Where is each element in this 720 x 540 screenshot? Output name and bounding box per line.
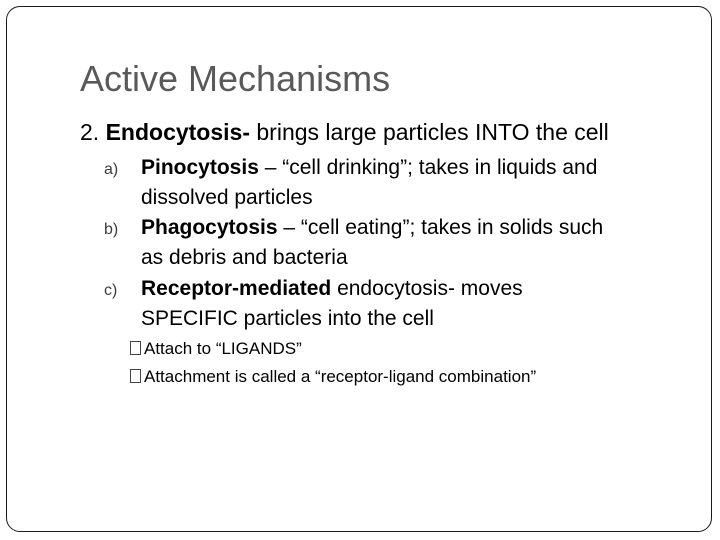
sub-item-marker: c): [104, 282, 118, 299]
sub-item-text: [141, 274, 701, 334]
sub-item-line2: as debris and bacteria: [141, 246, 348, 269]
bullet-text: Attachment is called a “receptor-ligand combination”: [144, 367, 537, 386]
sub-item-text: [141, 153, 701, 213]
sub-item-term: Pinocytosis: [141, 156, 259, 179]
sub-item-text: [141, 213, 701, 273]
main-point: [80, 119, 609, 146]
sub-item-line1: endocytosis- moves: [337, 277, 523, 300]
bullet-text: Attach to “LIGANDS”: [144, 339, 302, 358]
sub-item-line2: dissolved particles: [141, 186, 313, 209]
bullet-item: [130, 339, 302, 359]
sub-item-marker: b): [104, 221, 119, 238]
box-bullet-icon: [130, 369, 141, 383]
main-point-text: brings large particles INTO the cell: [256, 119, 609, 145]
sub-item-line2: SPECIFIC particles into the cell: [141, 307, 434, 330]
sub-item-term: Receptor-mediated: [141, 277, 332, 300]
main-point-term: Endocytosis-: [105, 119, 250, 145]
sub-item-marker: a): [104, 161, 119, 178]
sub-item-line1: – “cell drinking”; takes in liquids and: [264, 156, 598, 179]
bullet-item: [130, 367, 536, 387]
sub-item-term: Phagocytosis: [141, 216, 278, 239]
box-bullet-icon: [130, 341, 141, 355]
sub-item-line1: – “cell eating”; takes in solids such: [283, 216, 604, 239]
slide-title: Active Mechanisms: [80, 58, 391, 99]
main-point-number: 2.: [80, 119, 100, 145]
